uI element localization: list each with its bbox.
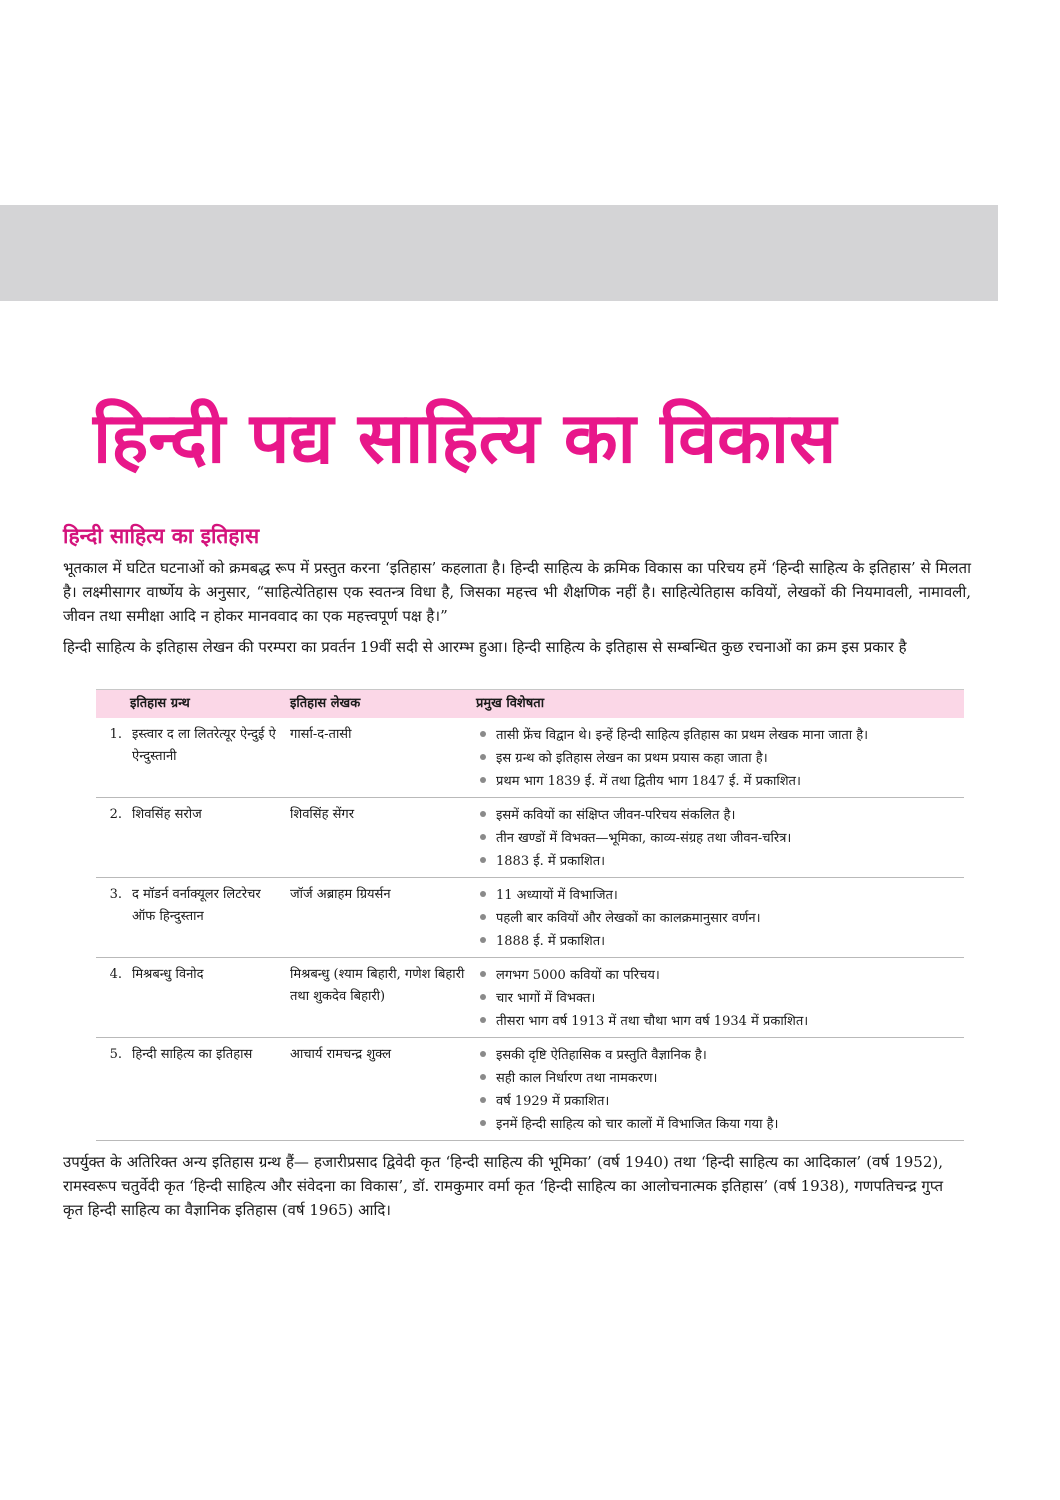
table-header-row	[96, 690, 964, 719]
feature-item	[476, 747, 960, 770]
work-author: मिश्रबन्धु (श्याम बिहारी, गणेश बिहारी तथा शुकदेव बिहारी)	[286, 958, 472, 1038]
bullet-icon	[480, 754, 486, 760]
tradition-paragraph: हिन्दी साहित्य के इतिहास लेखन की परम्परा का प्रवर्तन 19वीं सदी से आरम्भ हुआ। हिन्दी साहित्य के इतिहास से सम्बन्धित कुछ रचनाओं का क्रम इस प्रकार है	[63, 638, 907, 656]
history-works-table	[96, 689, 964, 1141]
bullet-icon	[480, 1120, 486, 1126]
feature-text: प्रथम भाग 1839 ई. में तथा द्वितीय भाग 1847 ई. में प्रकाशित।	[496, 774, 801, 789]
table-row	[96, 798, 964, 878]
header-work: इतिहास ग्रन्थ	[96, 690, 286, 719]
features-list	[476, 1044, 960, 1136]
row-number: 3.	[96, 878, 128, 958]
features-cell	[472, 798, 964, 878]
feature-item	[476, 987, 960, 1010]
feature-item	[476, 1010, 960, 1033]
row-number: 2.	[96, 798, 128, 878]
work-title: इस्त्वार द ला लितरेत्यूर ऐन्दुई ऐ ऐन्दुस्तानी	[128, 718, 286, 798]
work-title: शिवसिंह सरोज	[128, 798, 286, 878]
features-cell	[472, 958, 964, 1038]
feature-item	[476, 1090, 960, 1113]
feature-text: 1883 ई. में प्रकाशित।	[496, 854, 606, 869]
feature-text: तासी फ्रेंच विद्वान थे। इन्हें हिन्दी साहित्य इतिहास का प्रथम लेखक माना जाता है।	[496, 728, 869, 743]
table-body	[96, 718, 964, 1141]
feature-text: चार भागों में विभक्त।	[496, 991, 596, 1006]
features-list	[476, 964, 960, 1033]
row-number: 1.	[96, 718, 128, 798]
feature-text: सही काल निर्धारण तथा नामकरण।	[496, 1071, 658, 1086]
bullet-icon	[480, 1051, 486, 1057]
features-list	[476, 724, 960, 793]
work-title: द मॉडर्न वर्नाक्यूलर लिटरेचर ऑफ हिन्दुस्तान	[128, 878, 286, 958]
bullet-icon	[480, 937, 486, 943]
feature-item	[476, 1113, 960, 1136]
bullet-icon	[480, 731, 486, 737]
bullet-icon	[480, 834, 486, 840]
chapter-title: हिन्दी पद्य साहित्य का विकास	[93, 397, 837, 479]
bullet-icon	[480, 857, 486, 863]
table-row	[96, 958, 964, 1038]
table-row	[96, 1038, 964, 1141]
intro-paragraph: भूतकाल में घटित घटनाओं को क्रमबद्ध रूप में प्रस्तुत करना ‘इतिहास’ कहलाता है। हिन्दी साहित्य के क्रमिक विकास का परिचय हमें ‘हिन्दी साहित्य के इतिहास’ से मिलता है। लक्ष्मीसागर वार्ष्णेय के अनुसार, “साहित्येतिहास एक स्वतन्त्र विधा है, जिसका महत्त्व भी शैक्षणिक नहीं है। साहित्येतिहास कवियों, लेखकों की नियमावली, नामावली, जीवन तथा समीक्षा आदि न होकर मानववाद का एक महत्त्वपूर्ण पक्ष है।”	[63, 559, 971, 625]
bullet-icon	[480, 971, 486, 977]
work-author: जॉर्ज अब्राहम ग्रियर्सन	[286, 878, 472, 958]
work-title: मिश्रबन्धु विनोद	[128, 958, 286, 1038]
work-author: आचार्य रामचन्द्र शुक्ल	[286, 1038, 472, 1141]
feature-item	[476, 884, 960, 907]
work-author: गार्सा-द-तासी	[286, 718, 472, 798]
feature-item	[476, 724, 960, 747]
feature-text: तीन खण्डों में विभक्त—भूमिका, काव्य-संग्रह तथा जीवन-चरित्र।	[496, 831, 792, 846]
feature-text: इसमें कवियों का संक्षिप्त जीवन-परिचय संकलित है।	[496, 808, 736, 823]
feature-text: वर्ष 1929 में प्रकाशित।	[496, 1094, 610, 1109]
feature-item	[476, 964, 960, 987]
feature-item	[476, 907, 960, 930]
feature-text: इसकी दृष्टि ऐतिहासिक व प्रस्तुति वैज्ञानिक है।	[496, 1048, 707, 1063]
feature-item	[476, 770, 960, 793]
header-author: इतिहास लेखक	[286, 690, 472, 719]
bullet-icon	[480, 994, 486, 1000]
feature-text: पहली बार कवियों और लेखकों का कालक्रमानुसार वर्णन।	[496, 911, 761, 926]
features-cell	[472, 718, 964, 798]
features-list	[476, 884, 960, 953]
feature-item	[476, 850, 960, 873]
feature-text: 1888 ई. में प्रकाशित।	[496, 934, 606, 949]
bullet-icon	[480, 811, 486, 817]
bullet-icon	[480, 891, 486, 897]
row-number: 4.	[96, 958, 128, 1038]
feature-item	[476, 804, 960, 827]
work-author: शिवसिंह सेंगर	[286, 798, 472, 878]
closing-paragraph: उपर्युक्त के अतिरिक्त अन्य इतिहास ग्रन्थ हैं— हजारीप्रसाद द्विवेदी कृत ‘हिन्दी साहित्य की भूमिका’ (वर्ष 1940) तथा ‘हिन्दी साहित्य का आदिकाल’ (वर्ष 1952), रामस्वरूप चतुर्वेदी कृत ‘हिन्दी साहित्य और संवेदना का विकास’, डॉ. रामकुमार वर्मा कृत ‘हिन्दी साहित्य का आलोचनात्मक इतिहास’ (वर्ष 1938), गणपतिचन्द्र गुप्त कृत हिन्दी साहित्य का वैज्ञानिक इतिहास (वर्ष 1965) आदि।	[63, 1153, 943, 1219]
feature-text: 11 अध्यायों में विभाजित।	[496, 888, 618, 903]
work-title: हिन्दी साहित्य का इतिहास	[128, 1038, 286, 1141]
features-list	[476, 804, 960, 873]
feature-text: इस ग्रन्थ को इतिहास लेखन का प्रथम प्रयास कहा जाता है।	[496, 751, 768, 766]
table-row	[96, 878, 964, 958]
feature-item	[476, 1067, 960, 1090]
features-cell	[472, 1038, 964, 1141]
feature-item	[476, 1044, 960, 1067]
feature-item	[476, 930, 960, 953]
features-cell	[472, 878, 964, 958]
bullet-icon	[480, 1017, 486, 1023]
section-heading: हिन्दी साहित्य का इतिहास	[63, 524, 260, 548]
bullet-icon	[480, 914, 486, 920]
feature-text: लगभग 5000 कवियों का परिचय।	[496, 968, 660, 983]
bullet-icon	[480, 777, 486, 783]
bullet-icon	[480, 1074, 486, 1080]
header-band	[0, 205, 998, 301]
feature-item	[476, 827, 960, 850]
table-row	[96, 718, 964, 798]
feature-text: इनमें हिन्दी साहित्य को चार कालों में विभाजित किया गया है।	[496, 1117, 779, 1132]
feature-text: तीसरा भाग वर्ष 1913 में तथा चौथा भाग वर्ष 1934 में प्रकाशित।	[496, 1014, 809, 1029]
bullet-icon	[480, 1097, 486, 1103]
row-number: 5.	[96, 1038, 128, 1141]
header-features: प्रमुख विशेषता	[472, 690, 964, 719]
